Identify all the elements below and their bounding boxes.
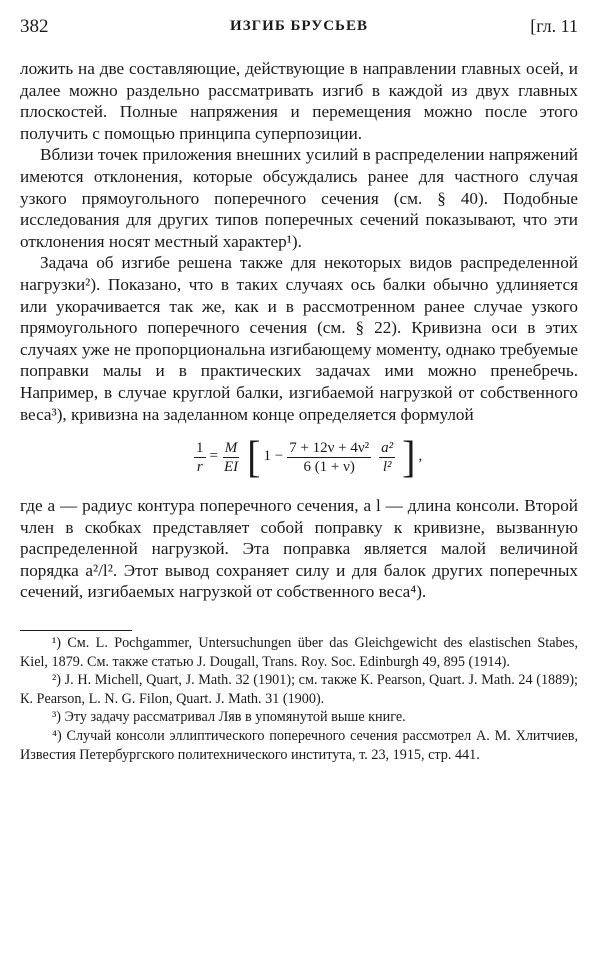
frac-ratio: $\frac{\text{a²}}{\text{l²}}$ [381, 439, 394, 475]
running-title: ИЗГИБ БРУСЬЕВ [230, 18, 368, 34]
page-header [20, 16, 578, 44]
left-bracket: [ [247, 431, 261, 482]
chapter-label: [гл. 11 [530, 16, 578, 36]
frac-moment: $\frac{M}{EI}$ [223, 439, 239, 475]
frac-coefficient: $\frac{\text{7 + 12ν + 4ν²}}{6 (1 + \nu)}$ [289, 439, 370, 475]
footnote: ³) Эту задачу рассматривал Ляв в упомянутой выше книге. [52, 709, 406, 726]
one-minus: 1 − [263, 448, 284, 465]
paragraph: Вблизи точек приложения внешних усилий в распределении напряжений имеются отклонения, которые обсуждались ранее для частного случая узкого прямоугольного поперечного сечения (см. § 40). Подобные исследования для других типов поперечных сечений показывают, что эти отклонения носят местный характер¹). [20, 145, 578, 251]
right-bracket: ] [402, 431, 416, 482]
footnote-rule [20, 630, 132, 631]
paragraph: ложить на две составляющие, действующие в направлении главных осей, и далее можно раздельно рассматривать изгиб в каждой из двух главных плоскостей. Полные напряжения и перемещения можно после этого получить с помощью принципа суперпозиции. [20, 59, 578, 143]
page-number: 382 [20, 16, 49, 37]
footnote: ²) J. H. Michell, Quart, J. Math. 32 (1901); см. также К. Pearson, Quart. J. Math. 24 (1889); К. Pearson, L. N. G. Filon, Quart. J. Math. 31 (1900). [20, 672, 578, 707]
paragraph: Задача об изгибе решена также для некоторых видов распределенной нагрузки²). Показано, что в таких случаях ось балки обычно удлиняется или укорачивается так же, как и в рассмотренном ранее случае узкого прямоугольного поперечного сечения (см. § 22). Кривизна оси в этих случаях уже не пропорциональна изгибающему моменту, однако требуемые поправки малы и в практических задачах ими можно пренебречь. Например, в случае круглой балки, изгибаемой нагрузкой от собственного веса³), кривизна на заделанном конце определяется формулой [20, 253, 578, 424]
main-text [20, 58, 578, 603]
frac-lhs: $\frac{1}{r}$ [196, 439, 204, 475]
curvature-formula [20, 429, 578, 489]
paragraph: где a — радиус контура поперечного сечения, a l — длина консоли. Второй член в скобках представляет собой поправку к кривизне, вызванную распределенной нагрузкой. Эта поправка является малой величиной порядка a²/l². Этот вывод сохраняет силу и для балок других поперечных сечений, изгибаемых нагрузкой от собственного веса⁴). [20, 496, 578, 602]
equals-sign: = [209, 448, 218, 465]
footnote: ¹) См. L. Pochgammer, Untersuchungen über das Gleichgewicht des elastischen Stabes, Kiel, 1879. См. также статью J. Dougall, Trans. Roy. Soc. Edinburgh 49, 895 (1914). [20, 635, 578, 670]
footnotes [20, 634, 578, 764]
formula-comma: , [418, 448, 423, 465]
footnote: ⁴) Случай консоли эллиптического поперечного сечения рассмотрел А. М. Хлитчиев, Известия Петербургского политехнического института, т. 23, 1915, стр. 441. [20, 727, 578, 763]
